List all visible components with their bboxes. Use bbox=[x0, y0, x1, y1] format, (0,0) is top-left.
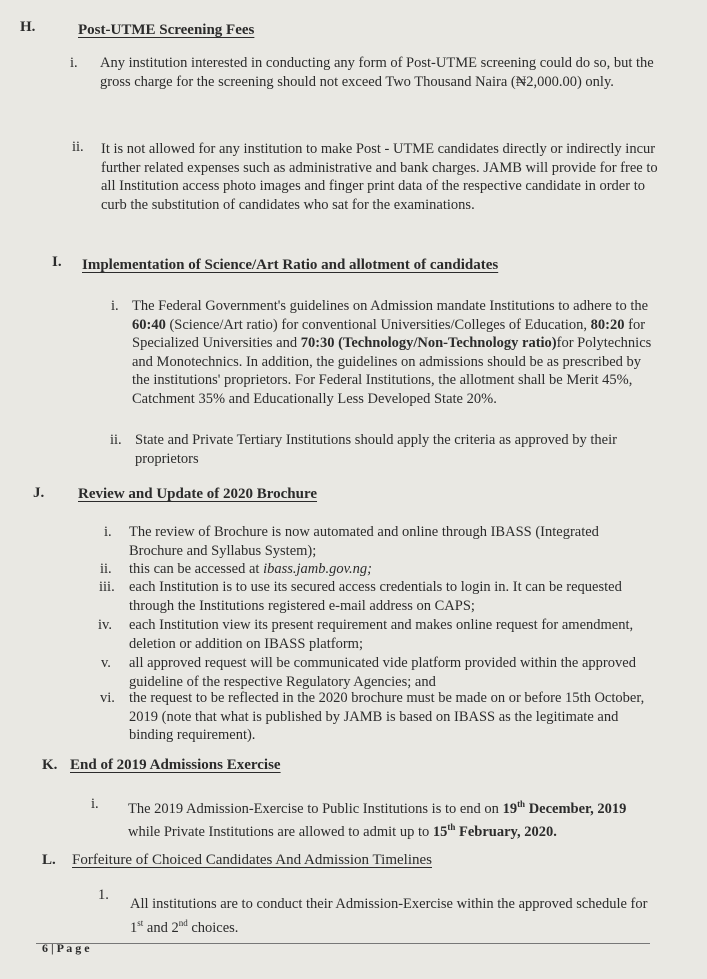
section-i-item-2: State and Private Tertiary Institutions should apply the criteria as approved by their proprietors bbox=[135, 432, 617, 467]
section-i-item-2-number: ii. bbox=[110, 432, 122, 448]
section-l-title: Forfeiture of Choiced Candidates And Admission Timelines bbox=[72, 852, 432, 868]
section-j-item-1-number: i. bbox=[104, 524, 112, 540]
section-j-item-5-number: v. bbox=[101, 655, 111, 671]
section-j-item-3-number: iii. bbox=[99, 579, 115, 595]
section-k-title: End of 2019 Admissions Exercise bbox=[70, 757, 281, 773]
section-j-item-6: the request to be reflected in the 2020 brochure must be made on or before 15th October, 2019 (note that what is published by JAMB is based on IBASS as the legitimate and binding requirement). bbox=[129, 690, 645, 743]
section-l-letter: L. bbox=[42, 852, 56, 868]
section-j-item-5: all approved request will be communicated vide platform provided within the approved guideline of the respective Regulatory Agencies; and bbox=[129, 655, 636, 690]
section-j-item-2-number: ii. bbox=[100, 561, 112, 577]
page-number: 6 | P a g e bbox=[42, 941, 90, 955]
section-h-item-1-number: i. bbox=[70, 55, 78, 71]
section-h-item-2-number: ii. bbox=[72, 139, 84, 155]
section-k-item-1-number: i. bbox=[91, 796, 99, 812]
section-i-title: Implementation of Science/Art Ratio and allotment of candidates bbox=[82, 257, 499, 273]
section-i-letter: I. bbox=[52, 254, 62, 270]
section-h-item-2: It is not allowed for any institution to make Post - UTME candidates directly or indirectly incur further related expenses such as administrative and bank charges. JAMB will provide for free to all Institution access photo images and finger print data of the respective candidate in order to curb the substitution of candidates who sat for the examinations. bbox=[101, 141, 658, 213]
section-j-item-1: The review of Brochure is now automated and online through IBASS (Integrated Brochure and Syllabus System); bbox=[129, 524, 599, 559]
section-j-item-4: each Institution view its present requirement and makes online request for amendment, deletion or addition on IBASS platform; bbox=[129, 617, 634, 652]
section-k-letter: K. bbox=[42, 757, 58, 773]
section-l-item-1: All institutions are to conduct their Admission-Exercise within the approved schedule for 1st and 2nd choices. bbox=[130, 896, 648, 936]
section-j-item-6-number: vi. bbox=[100, 690, 115, 706]
section-k-item-1: The 2019 Admission-Exercise to Public Institutions is to end on 19th December, 2019 while Private Institutions are allowed to admit up to 15th February, 2020. bbox=[128, 799, 627, 841]
footer-rule bbox=[36, 943, 650, 944]
section-h-title: Post-UTME Screening Fees bbox=[78, 22, 255, 38]
section-j-item-2: this can be accessed at ibass.jamb.gov.ng; bbox=[129, 561, 372, 577]
section-j-title: Review and Update of 2020 Brochure bbox=[78, 486, 318, 502]
section-j-letter: J. bbox=[33, 485, 45, 501]
ibass-link: ibass.jamb.gov.ng; bbox=[263, 561, 372, 577]
section-h-letter: H. bbox=[20, 19, 36, 35]
section-l-item-1-number: 1. bbox=[98, 887, 109, 903]
section-j-item-3: each Institution is to use its secured access credentials to login in. It can be requested through the Institutions registered e-mail address on CAPS; bbox=[129, 579, 622, 614]
section-j-item-4-number: iv. bbox=[98, 617, 112, 633]
section-h-item-1: Any institution interested in conducting any form of Post-UTME screening could do so, but the gross charge for the screening should not exceed Two Thousand Naira (₦2,000.00) only. bbox=[100, 55, 654, 90]
section-i-item-1: The Federal Government's guidelines on Admission mandate Institutions to adhere to the 60:40 (Science/Art ratio) for conventional Universities/Colleges of Education, 80:20 for Specialized Universities and 70:30 (Technology/Non-Technology ratio)for Polytechnics and Monotechnics. In addition, the guidelines on admissions should be as prescribed by the institutions' proprietors. For Federal Institutions, the allotment shall be Merit 45%, Catchment 35% and Educationally Less Developed State 20%. bbox=[132, 298, 652, 407]
section-i-item-1-number: i. bbox=[111, 298, 119, 314]
